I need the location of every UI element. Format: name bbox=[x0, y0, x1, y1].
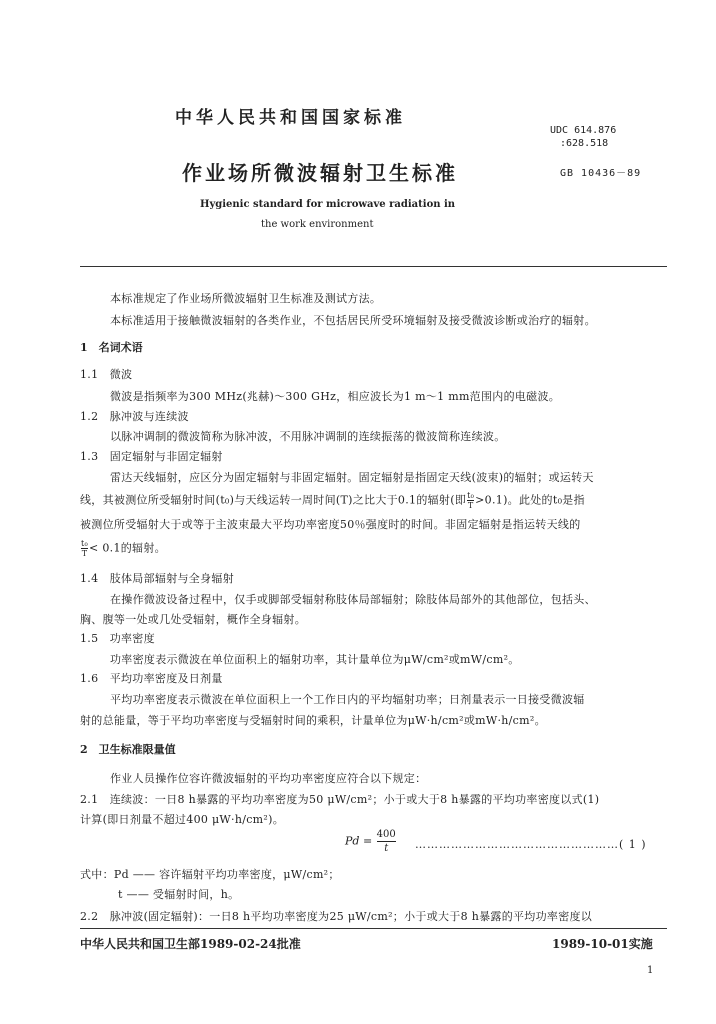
clause-1-3-line4 bbox=[80, 539, 166, 558]
clause-2-1-line1: 2.1 连续波：一日8 h暴露的平均功率密度为50 μW/cm²；小于或大于8 h暴露的平均功率密度以式(1) bbox=[80, 793, 600, 806]
clause-1-2-title: 1.2 脉冲波与连续波 bbox=[80, 410, 189, 423]
udc-code-line1: UDC 614.876 bbox=[550, 125, 617, 136]
fraction-denominator: T bbox=[467, 501, 474, 510]
intro-paragraph-1: 本标准规定了作业场所微波辐射卫生标准及测试方法。 bbox=[110, 292, 382, 305]
formula-where-pd: 式中：Pd —— 容许辐射平均功率密度，μW/cm²； bbox=[80, 868, 340, 881]
formula-fraction bbox=[377, 828, 396, 855]
clause-1-6-title: 1.6 平均功率密度及日剂量 bbox=[80, 672, 223, 685]
footer-divider bbox=[80, 928, 667, 929]
fraction-numerator: t₀ bbox=[467, 491, 475, 500]
clause-1-1-title: 1.1 微波 bbox=[80, 368, 133, 381]
formula-numerator: 400 bbox=[376, 829, 396, 840]
clause-1-3-line2-part-a: 线，其被测位所受辐射时间(t₀)与天线运转一周时间(T)之比大于0.1的辐射(即 bbox=[80, 493, 467, 507]
clause-1-3-line4-text: < 0.1的辐射。 bbox=[89, 541, 166, 555]
header-divider bbox=[80, 266, 667, 267]
clause-2-1-line2: 计算(即日剂量不超过400 μW·h/cm²)。 bbox=[80, 813, 285, 826]
implementation-date: 1989-10-01实施 bbox=[552, 937, 653, 951]
intro-paragraph-2: 本标准适用于接触微波辐射的各类作业，不包括居民所受环境辐射及接受微波诊断或治疗的辐射。 bbox=[110, 314, 596, 327]
clause-1-4-line1: 在操作微波设备过程中，仅手或脚部受辐射称肢体局部辐射；除肢体局部外的其他部位，包括头、 bbox=[110, 593, 596, 606]
clause-1-6-line1: 平均功率密度表示微波在单位面积上一个工作日内的平均辐射功率；日剂量表示一日接受微波辐 bbox=[110, 693, 585, 706]
section-2-heading: 2 卫生标准限量值 bbox=[80, 743, 176, 756]
section-2-intro: 作业人员操作位容许微波辐射的平均功率密度应符合以下规定： bbox=[110, 772, 427, 785]
document-title-chinese: 作业场所微波辐射卫生标准 bbox=[182, 161, 458, 185]
clause-1-3-line2-part-b: >0.1)。此处的t₀是指 bbox=[475, 493, 585, 507]
section-1-heading: 1 名词术语 bbox=[80, 341, 143, 354]
clause-1-3-line1: 雷达天线辐射，应区分为固定辐射与非固定辐射。固定辐射是指固定天线(波束)的辐射；或运转天 bbox=[110, 471, 594, 484]
document-title-english-line2: the work environment bbox=[261, 219, 374, 230]
clause-1-3-title: 1.3 固定辐射与非固定辐射 bbox=[80, 450, 223, 463]
gb-standard-number: GB 10436－89 bbox=[560, 168, 642, 179]
clause-1-5-title: 1.5 功率密度 bbox=[80, 632, 155, 645]
page-number: 1 bbox=[647, 965, 654, 976]
issuing-organization: 中华人民共和国国家标准 bbox=[175, 108, 406, 128]
document-title-english-line1: Hygienic standard for microwave radiation in bbox=[200, 199, 456, 210]
clause-1-1-text: 微波是指频率为300 MHz(兆赫)～300 GHz，相应波长为1 m～1 mm范围内的电磁波。 bbox=[110, 390, 561, 403]
ratio-fraction bbox=[467, 491, 474, 510]
ratio-fraction-2 bbox=[81, 539, 88, 558]
formula-number: ……………………………………………( 1 ) bbox=[415, 838, 647, 851]
clause-1-4-title: 1.4 肢体局部辐射与全身辐射 bbox=[80, 572, 234, 585]
clause-1-3-line3: 被测位所受辐射大于或等于主波束最大平均功率密度50％强度时的时间。非固定辐射是指运转天线的 bbox=[80, 518, 581, 531]
fraction-denominator: T bbox=[81, 549, 88, 558]
formula-1 bbox=[345, 828, 397, 855]
udc-code-line2: :628.518 bbox=[560, 138, 609, 149]
formula-lhs: Pd = bbox=[345, 834, 373, 848]
clause-1-6-line2: 射的总能量，等于平均功率密度与受辐射时间的乘积，计量单位为μW·h/cm²或mW·h/cm²。 bbox=[80, 714, 546, 727]
formula-denominator: t bbox=[384, 843, 389, 854]
formula-where-t: t —— 受辐射时间，h。 bbox=[118, 888, 240, 901]
fraction-numerator: t₀ bbox=[81, 539, 89, 548]
clause-2-2-line1: 2.2 脉冲波(固定辐射)：一日8 h平均功率密度为25 μW/cm²；小于或大于8 h暴露的平均功率密度以 bbox=[80, 910, 593, 923]
clause-1-3-line2 bbox=[80, 491, 585, 510]
clause-1-2-text: 以脉冲调制的微波简称为脉冲波，不用脉冲调制的连续振荡的微波简称连续波。 bbox=[110, 430, 506, 443]
approval-statement: 中华人民共和国卫生部1989-02-24批准 bbox=[80, 937, 301, 951]
clause-1-4-line2: 胸、腹等一处或几处受辐射，概作全身辐射。 bbox=[80, 613, 306, 626]
clause-1-5-text: 功率密度表示微波在单位面积上的辐射功率，其计量单位为μW/cm²或mW/cm²。 bbox=[110, 653, 520, 666]
